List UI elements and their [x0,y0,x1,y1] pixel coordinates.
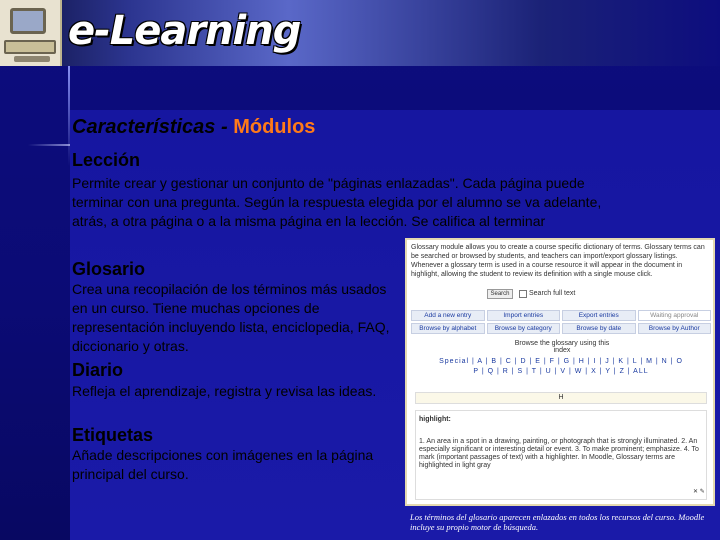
keyboard-icon [14,56,50,62]
tab-add-entry[interactable]: Add a new entry [411,310,485,321]
alphabet-index-row1[interactable]: Special | A | B | C | D | E | F | G | H | I | J | K | L | M | N | O [439,358,683,365]
section-heading-diario: Diario [72,360,124,380]
edit-icons[interactable]: ✕ ✎ [693,489,705,495]
glossary-tabs [411,310,711,334]
computer-icon [0,0,62,66]
tab-waiting-approval[interactable]: Waiting approval [638,310,712,321]
section-heading-leccion: Lección [72,150,141,170]
entry-title: highlight: [419,416,451,423]
slide-title [72,116,315,139]
full-text-label: Search full text [529,290,576,297]
tab-browse-alphabet[interactable]: Browse by alphabet [411,323,485,334]
tab-import[interactable]: Import entries [487,310,561,321]
alphabet-index-row2[interactable]: P | Q | R | S | T | U | V | W | X | Y | Z | ALL [473,368,649,375]
tab-export[interactable]: Export entries [562,310,636,321]
tab-browse-category[interactable]: Browse by category [487,323,561,334]
full-text-checkbox[interactable] [519,290,527,298]
current-letter-bar: H [415,392,707,404]
section-heading-glosario: Glosario [72,259,146,279]
tab-browse-date[interactable]: Browse by date [562,323,636,334]
header-banner [0,0,720,66]
section-text-leccion: Permite crear y gestionar un conjunto de "páginas enlazadas". Cada página puede terminar con una pregunta. Según la respuesta elegida por el alumno se va adelante, atrás, a otra página o a la misma página en la lección. Se califica al terminar [72,175,602,229]
title-accent: Módulos [233,116,316,138]
glossary-intro: Glossary module allows you to create a course specific dictionary of terms. Glossary terms can be searched or browsed by students, and teachers can import/export glossary listings. Whenever a glossary term is used in a course resource it will appear in the document in highlight, allowing the student to review its definition with a single mouse click. [411,244,705,278]
tab-browse-author[interactable]: Browse by Author [638,323,712,334]
screenshot-caption: Los términos del glosario aparecen enlazados en todos los recursos del curso. Moodle incluye su propio motor de búsqueda. [410,512,705,532]
monitor-icon [10,8,46,34]
section-text-diario: Refleja el aprendizaje, registra y revisa las ideas. [72,383,377,399]
section-heading-etiquetas: Etiquetas [72,425,154,445]
entry-definition: 1. An area in a spot in a drawing, painting, or photograph that is strongly illuminated. 2. An especially significant or interesting detail or event. 3. To make prominent; emphasize. 4. To mark (important passages of text) with a highlighter. In Moodle, Glossary terms are highlighted in light gray [419,438,699,469]
section-text-glosario: Crea una recopilación de los términos más usados en un curso. Tiene muchas opciones de representación incluyendo lista, enciclopedia, FAQ, diccionario y otras. [72,281,390,354]
section-text-etiquetas: Añade descripciones con imágenes en la página principal del curso. [72,447,374,482]
brand-title: e-Learning [68,8,301,54]
browse-label: Browse the glossary using this index [514,340,610,354]
desktop-unit-icon [4,40,56,54]
title-main: Características - [72,116,234,138]
glossary-screenshot [405,238,715,506]
search-button[interactable]: Search [487,289,513,299]
